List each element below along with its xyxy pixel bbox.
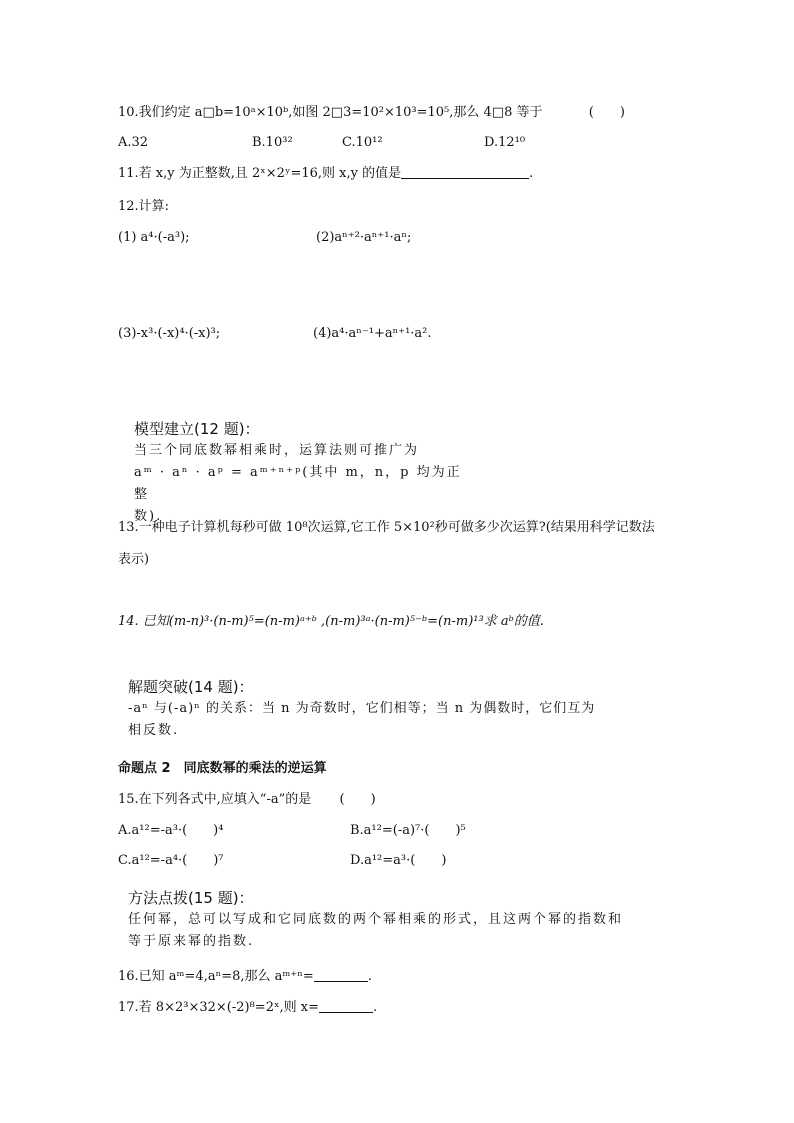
- q15-stem-text: 15.在下列各式中,应填入“-a”的是: [118, 792, 312, 807]
- q15-option-c: C.a¹²=-a⁴·( )⁷: [118, 853, 224, 868]
- q10-option-a: A.32: [118, 135, 149, 150]
- q15-option-b: B.a¹²=(-a)⁷·( )⁵: [350, 823, 466, 838]
- tip-box-breakthrough-line-2: 相反数.: [128, 723, 180, 738]
- q10-stem: [118, 104, 625, 122]
- tip-box-method: [128, 887, 688, 953]
- q16-end: .: [367, 969, 372, 984]
- q14-stem: 14. 已知(m-n)³·(n-m)⁵=(n-m)ᵃ⁺ᵇ ,(n-m)³ᵃ·(n-m)⁵⁻ᵇ=(n-m)¹³求 aᵇ的值.: [118, 614, 544, 629]
- q13-line-1: 13.一种电子计算机每秒可做 10⁸次运算,它工作 5×10²秒可做多少次运算?(结果用科学记数法: [118, 520, 655, 535]
- tip-box-model: [134, 418, 474, 528]
- tip-box-breakthrough-line-1: -aⁿ 与(-a)ⁿ 的关系：当 n 为奇数时，它们相等；当 n 为偶数时，它们互为: [128, 701, 596, 716]
- q16-stem: 16.已知 aᵐ=4,aⁿ=8,那么 aᵐ⁺ⁿ=: [118, 969, 314, 984]
- q13-line-2: 表示): [118, 552, 150, 567]
- q15-stem: [118, 791, 376, 809]
- q12-part-1: (1) a⁴·(-a³);: [118, 230, 190, 245]
- tip-box-method-line-2: 等于原来幂的指数.: [128, 934, 255, 949]
- q10-answer-paren: ( ): [588, 105, 625, 120]
- tip-box-model-line-2: aᵐ · aⁿ · aᵖ = aᵐ⁺ⁿ⁺ᵖ(其中 m，n，p 均为正整: [134, 465, 462, 502]
- q12-part-3: (3)-x³·(-x)⁴·(-x)³;: [118, 326, 221, 341]
- q17-answer-blank[interactable]: [319, 1000, 373, 1013]
- q11-stem: 11.若 x,y 为正整数,且 2ˣ×2ʸ=16,则 x,y 的值是: [118, 166, 402, 181]
- section-heading: 命题点 2 同底数幂的乘法的逆运算: [118, 761, 327, 776]
- q10-option-d: D.12¹⁰: [484, 135, 526, 150]
- q12-title: 12.计算:: [118, 199, 170, 214]
- q15-option-a: A.a¹²=-a³·( )⁴: [118, 823, 224, 838]
- tip-box-breakthrough-heading: 解题突破(14 题)：: [128, 678, 254, 696]
- tip-box-method-line-1: 任何幂，总可以写成和它同底数的两个幂相乘的形式，且这两个幂的指数和: [128, 912, 624, 927]
- q15-option-d: D.a¹²=a³·( ): [350, 853, 447, 868]
- q11-answer-blank[interactable]: [401, 166, 529, 179]
- q10-option-b: B.10³²: [252, 135, 293, 150]
- q17-end: .: [372, 1000, 378, 1015]
- tip-box-method-heading: 方法点拨(15 题)：: [128, 889, 254, 907]
- tip-box-model-line-3: 数).: [134, 509, 163, 524]
- tip-box-breakthrough: [128, 676, 668, 742]
- q12-part-2: (2)aⁿ⁺²·aⁿ⁺¹·aⁿ;: [316, 230, 412, 245]
- q11: [118, 165, 533, 183]
- q11-end: .: [529, 166, 534, 181]
- q17-stem: 17.若 8×2³×32×(-2)⁸=2ˣ,则 x=: [118, 1000, 319, 1015]
- q12-part-4: (4)a⁴·aⁿ⁻¹+aⁿ⁺¹·a².: [313, 326, 432, 341]
- tip-box-model-line-1: 当三个同底数幂相乘时，运算法则可推广为: [134, 443, 420, 458]
- q15-answer-paren: ( ): [339, 792, 376, 807]
- tip-box-model-heading: 模型建立(12 题)：: [134, 420, 260, 438]
- q10-option-c: C.10¹²: [342, 135, 383, 150]
- q16: [118, 968, 372, 986]
- q10-stem-text: 10.我们约定 a□b=10ᵃ×10ᵇ,如图 2□3=10²×10³=10⁵,那么 4□8 等于: [118, 105, 543, 120]
- q16-answer-blank[interactable]: [314, 969, 368, 982]
- q17: [118, 999, 377, 1017]
